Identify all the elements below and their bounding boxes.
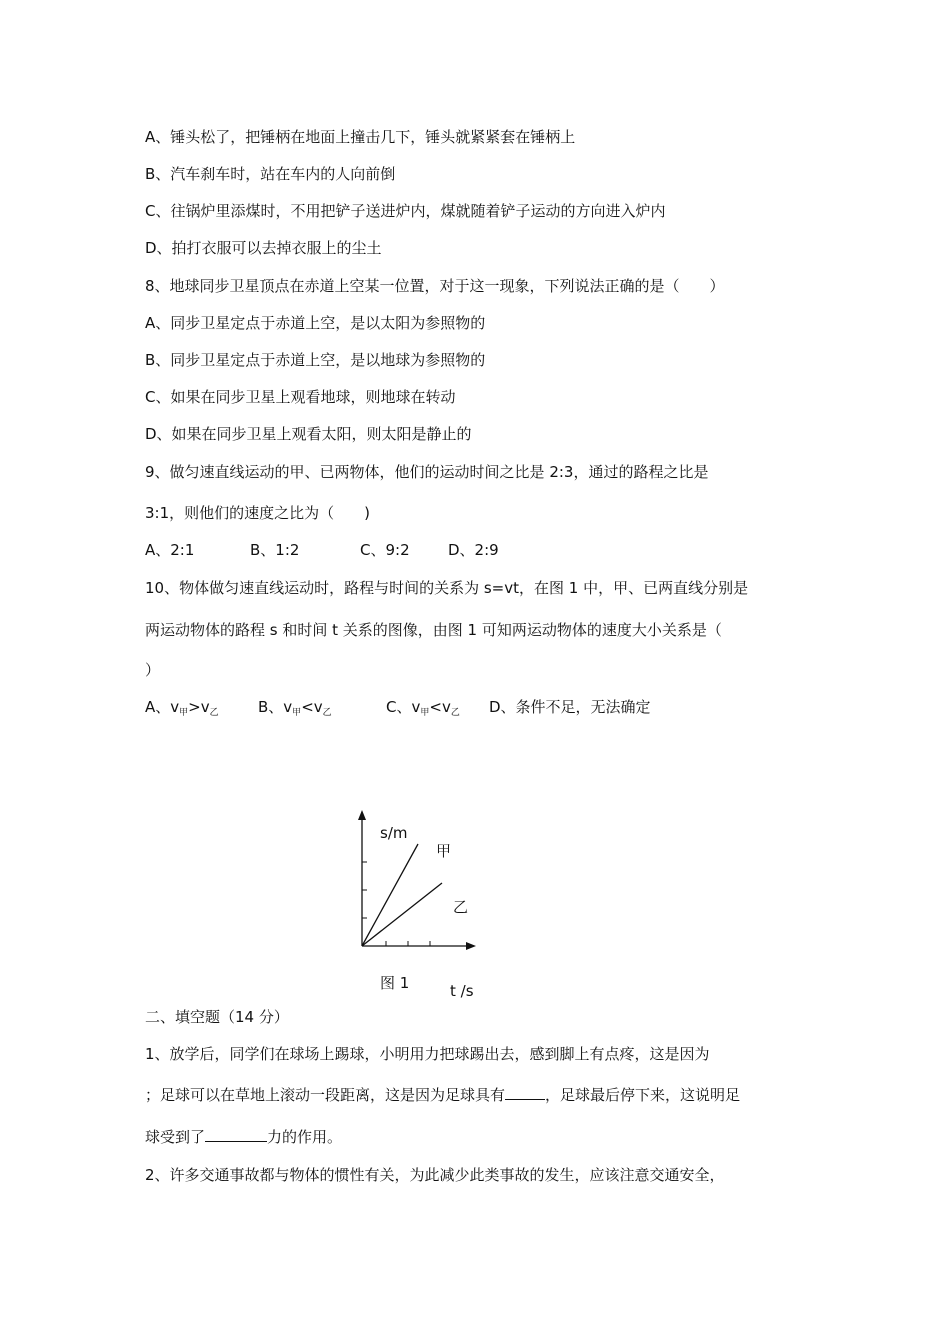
line-yi-label: 乙: [453, 898, 469, 916]
figure-1-graph: [340, 808, 490, 1003]
q9-stem-line1: 9、做匀速直线运动的甲、已两物体，他们的运动时间之比是 2:3，通过的路程之比是: [145, 463, 709, 481]
y-axis-ticks: [362, 862, 367, 918]
y-axis-arrow-icon: [358, 810, 366, 820]
q7-option-a: A、锤头松了，把锤柄在地面上撞击几下，锤头就紧紧套在锤柄上: [145, 128, 576, 146]
section-2-title: 二、填空题（14 分）: [145, 1008, 289, 1026]
line-jia: [362, 844, 418, 946]
q7-option-d: D、拍打衣服可以去掉衣服上的尘土: [145, 239, 382, 257]
q8-option-a: A、同步卫星定点于赤道上空，是以太阳为参照物的: [145, 314, 486, 332]
x-axis-label: t /s: [450, 982, 474, 1000]
q10-stem-line1: 10、物体做匀速直线运动时，路程与时间的关系为 s=vt，在图 1 中，甲、已两直线分别是: [145, 579, 749, 597]
fill2-line1: 2、许多交通事故都与物体的惯性有关，为此减少此类事故的发生，应该注意交通安全，: [145, 1166, 725, 1184]
q8-option-c: C、如果在同步卫星上观看地球，则地球在转动: [145, 388, 456, 406]
q8-stem: 8、地球同步卫星顶点在赤道上空某一位置，对于这一现象，下列说法正确的是（ ）: [145, 277, 725, 295]
q7-option-b: B、汽车刹车时，站在车内的人向前倒: [145, 165, 396, 183]
q8-option-d: D、如果在同步卫星上观看太阳，则太阳是静止的: [145, 425, 472, 443]
fill1-line1: 1、放学后，同学们在球场上踢球，小明用力把球踢出去，感到脚上有点疼，这是因为: [145, 1045, 710, 1063]
q10-option-d: D、条件不足，无法确定: [489, 698, 651, 716]
x-axis-ticks: [386, 941, 430, 946]
q7-option-c: C、往锅炉里添煤时，不用把铲子送进炉内，煤就随着铲子运动的方向进入炉内: [145, 202, 666, 220]
q10-option-c: C、$v_甲<v_乙$: [386, 698, 460, 718]
fill1-blank-2: [205, 1127, 267, 1142]
q9-option-a: A、2:1: [145, 541, 195, 559]
q9-option-b: B、1:2: [250, 541, 300, 559]
fill1-line3: 球受到了 力的作用。: [145, 1128, 343, 1146]
x-axis-arrow-icon: [466, 942, 476, 950]
fill1-line2: ；足球可以在草地上滚动一段距离，这是因为足球具有 ，足球最后停下来，这说明足: [145, 1086, 741, 1104]
figure-caption: 图 1: [380, 974, 410, 992]
q10-option-a: A、$v_甲>v_乙$: [145, 698, 219, 718]
q10-stem-line3: ）: [145, 661, 161, 679]
q9-option-d: D、2:9: [448, 541, 499, 559]
line-jia-label: 甲: [436, 842, 452, 860]
line-yi: [362, 883, 442, 946]
q9-stem-line2: 3:1，则他们的速度之比为（ ): [145, 504, 370, 522]
q8-option-b: B、同步卫星定点于赤道上空，是以地球为参照物的: [145, 351, 486, 369]
y-axis-label: s/m: [380, 824, 408, 842]
fill1-blank-1: [505, 1085, 545, 1100]
q10-options: [145, 697, 651, 720]
q9-option-c: C、9:2: [360, 541, 410, 559]
q10-stem-line2: 两运动物体的路程 s 和时间 t 关系的图像，由图 1 可知两运动物体的速度大小关系是（: [145, 621, 722, 639]
q10-option-b: B、$v_甲<v_乙$: [258, 698, 332, 718]
q9-options: [145, 540, 499, 560]
